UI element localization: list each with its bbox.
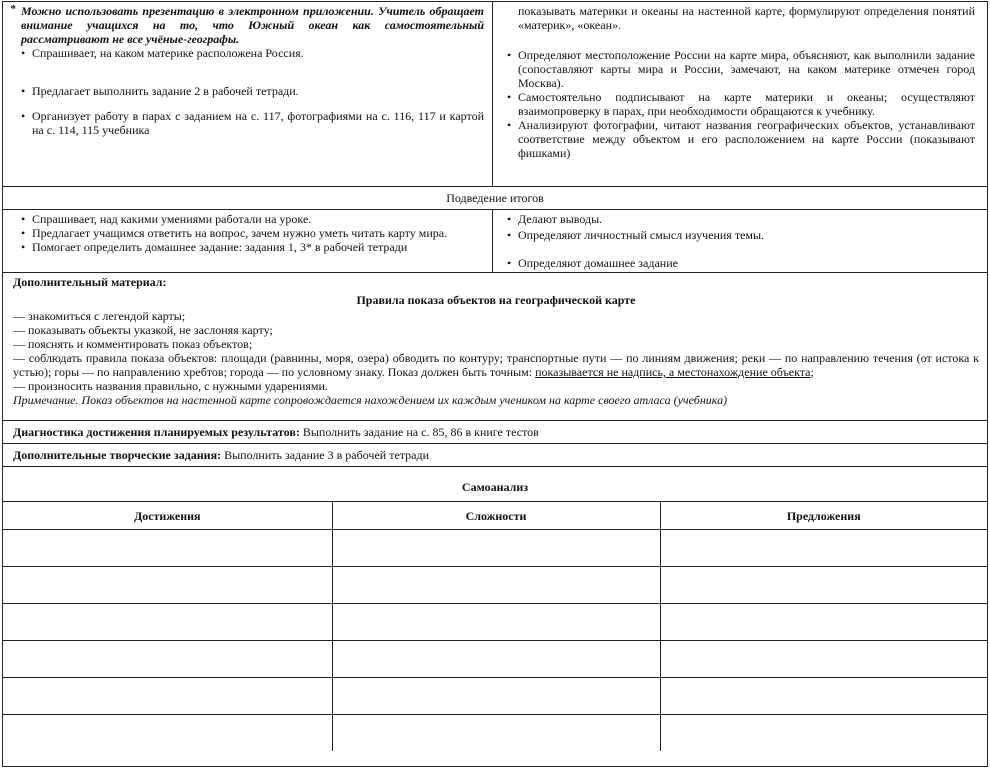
summary-student-column <box>493 210 987 272</box>
student-continuation: показывать материки и океаны на настенной карте, формулируют определения понятий «материк», «океан». <box>518 4 975 32</box>
teacher-item-2: • Предлагает выполнить задание 2 в рабочей тетради. <box>21 84 484 98</box>
achievements-cell[interactable] <box>3 567 332 604</box>
student-activity-column <box>493 2 987 186</box>
difficulties-cell[interactable] <box>332 641 660 678</box>
column-achievements: Достижения <box>3 502 332 530</box>
achievements-cell[interactable] <box>3 641 332 678</box>
difficulties-cell[interactable] <box>332 530 660 567</box>
creative-row <box>3 444 987 467</box>
footnote-star: * <box>10 3 16 15</box>
self-analysis-header <box>3 502 987 530</box>
rule-3: — пояснять и комментировать показ объектов; <box>13 337 253 351</box>
suggestions-cell[interactable] <box>660 715 987 752</box>
diagnostics-text: Выполнить задание на с. 85, 86 в книге тестов <box>299 425 539 439</box>
difficulties-cell[interactable] <box>332 604 660 641</box>
difficulties-cell[interactable] <box>332 678 660 715</box>
diagnostics-label: Диагностика достижения планируемых результатов: <box>13 425 300 439</box>
table-row <box>3 641 987 678</box>
suggestions-cell[interactable] <box>660 530 987 567</box>
student-item-3: • Анализируют фотографии, читают названия географических объектов, устанавливают соответствие между объектом и его расположением на карте России (показывают фишками) <box>507 118 975 160</box>
difficulties-cell[interactable] <box>332 715 660 752</box>
additional-material <box>3 273 987 421</box>
summary-student-item-2: • Определяют личностный смысл изучения темы. <box>507 228 975 242</box>
table-row <box>3 530 987 567</box>
self-analysis-table <box>3 502 987 751</box>
rule-5: — произносить названия правильно, с нужными ударениями. <box>13 379 328 393</box>
column-difficulties: Сложности <box>332 502 660 530</box>
rules-note: Примечание. Показ объектов на настенной карте сопровождается нахождением их каждым учеником на карте своего атласа (учебника) <box>13 393 728 407</box>
difficulties-cell[interactable] <box>332 567 660 604</box>
rule-4-underlined: показывается не надпись, а местонахождение объекта <box>535 365 811 379</box>
rule-2: — показывать объекты указкой, не заслоняя карту; <box>13 323 273 337</box>
self-analysis-title: Самоанализ <box>3 467 987 502</box>
teacher-activity-column <box>3 2 493 186</box>
summary-block <box>3 210 987 273</box>
diagnostics-row <box>3 421 987 444</box>
suggestions-cell[interactable] <box>660 567 987 604</box>
lesson-plan-page <box>2 1 988 767</box>
presentation-note: * Можно использовать презентацию в электронном приложении. Учитель обращает внимание учащихся на то, что Южный океан как самостоятельный рассматривают не все учёные-географы. <box>10 3 484 46</box>
creative-label: Дополнительные творческие задания: <box>13 448 222 462</box>
student-item-2: • Самостоятельно подписывают на карте материки и океаны; осуществляют взаимопроверку в парах, при необходимости обращаются к учебнику. <box>507 90 975 118</box>
suggestions-cell[interactable] <box>660 678 987 715</box>
table-row <box>3 604 987 641</box>
suggestions-cell[interactable] <box>660 604 987 641</box>
summary-teacher-item-3: • Помогает определить домашнее задание: задания 1, 3* в рабочей тетради <box>21 240 484 254</box>
column-suggestions: Предложения <box>660 502 987 530</box>
summary-student-item-3: • Определяют домашнее задание <box>507 256 975 270</box>
summary-teacher-column <box>3 210 493 272</box>
additional-material-label: Дополнительный материал: <box>13 275 167 289</box>
achievements-cell[interactable] <box>3 530 332 567</box>
teacher-item-3: • Организует работу в парах с заданием на с. 117, фотографиями на с. 116, 117 и картой на с. 114, 115 учебника <box>21 109 484 137</box>
achievements-cell[interactable] <box>3 715 332 752</box>
creative-text: Выполнить задание 3 в рабочей тетради <box>221 448 430 462</box>
table-row <box>3 715 987 752</box>
rule-1: — знакомиться с легендой карты; <box>13 309 186 323</box>
rule-4: — соблюдать правила показа объектов: площади (равнины, моря, озера) обводить по контуру; транспортные пути — по линиям движения; реки — по направлению течения (от истока к устью); горы — по направлению хребтов; города — по условному знаку. Показ должен быть точным: показывается не надпись, а местонахождение объекта; <box>13 351 979 379</box>
summary-teacher-item-1: • Спрашивает, над какими умениями работали на уроке. <box>21 212 484 226</box>
table-row <box>3 678 987 715</box>
summary-title: Подведение итогов <box>3 187 987 210</box>
table-row <box>3 567 987 604</box>
summary-teacher-item-2: • Предлагает учащимся ответить на вопрос, зачем нужно уметь читать карту мира. <box>21 226 484 240</box>
suggestions-cell[interactable] <box>660 641 987 678</box>
rules-title: Правила показа объектов на географической карте <box>356 293 636 307</box>
summary-student-item-1: • Делают выводы. <box>507 212 975 226</box>
activity-block <box>3 2 987 187</box>
achievements-cell[interactable] <box>3 604 332 641</box>
achievements-cell[interactable] <box>3 678 332 715</box>
teacher-item-1: • Спрашивает, на каком материке расположена Россия. <box>21 46 484 60</box>
student-item-1: • Определяют местоположение России на карте мира, объясняют, как выполнили задание (сопоставляют карты мира и России, замечают, на каком материке отмечен город Москва). <box>507 48 975 90</box>
